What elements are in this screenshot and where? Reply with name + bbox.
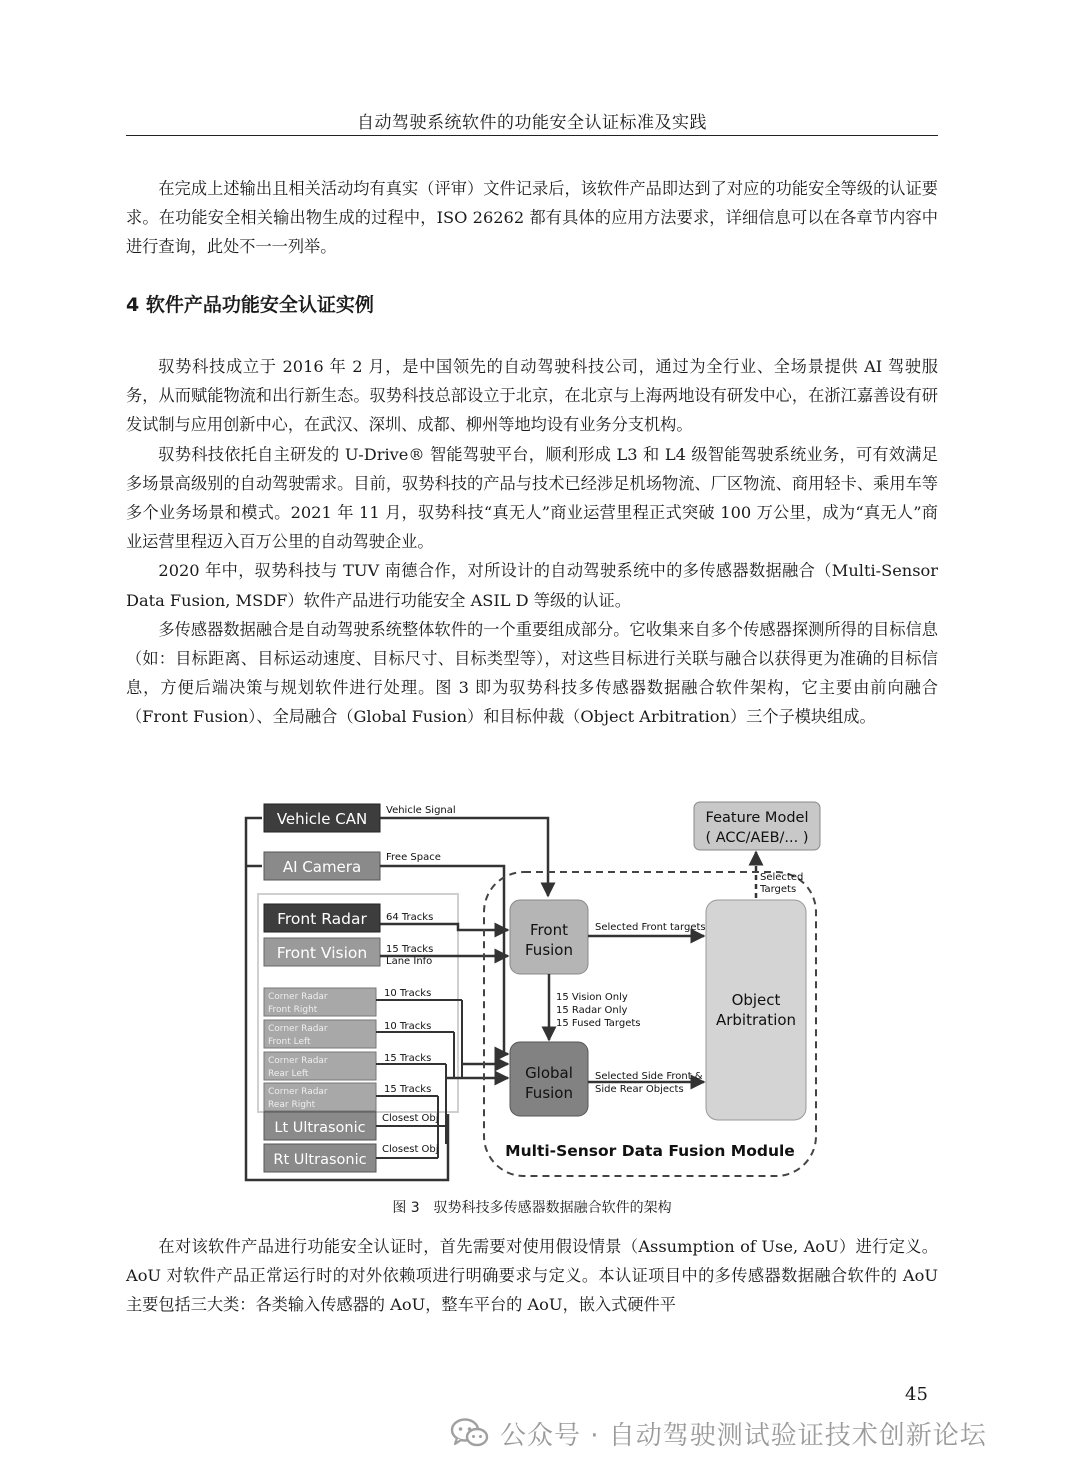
corner-radar-front-left [264,1020,431,1048]
page-number: 45 [905,1384,928,1405]
msdf-module-label: Multi-Sensor Data Fusion Module [505,1142,795,1160]
selected-targets-label: Targets [760,884,797,895]
object-arbitration-label: Object [731,991,781,1009]
corner-radar-rear-left [264,1052,431,1080]
corner-radar-position: Rear Right [268,1100,316,1110]
free-space-label: Free Space [386,852,441,863]
corner-radar-label: Corner Radar [268,1087,328,1097]
closest-obj-lt-label: Closest Obj [382,1113,439,1124]
selected-front-label: Selected Front targets [595,922,706,933]
feature-model-label: ( ACC/AEB/... ) [705,830,809,846]
object-arbitration-box [706,900,806,1120]
global-fusion-label: Fusion [525,1084,573,1102]
front-radar-label: Front Radar [277,910,367,928]
vision-only-label: 15 Vision Only [556,992,628,1003]
corner-radar-signal: 15 Tracks [384,1053,432,1064]
running-header: 自动驾驶系统软件的功能安全认证标准及实践 [357,113,707,133]
selected-side-label: Selected Side Front & [595,1071,703,1082]
wechat-icon [450,1417,490,1449]
closest-obj-rt-label: Closest Obj [382,1144,439,1155]
body-text [126,352,938,732]
closing-text [126,1232,938,1320]
corner-radar-front-right [264,988,431,1016]
corner-radar-label: Corner Radar [268,992,328,1002]
corner-radar-label: Corner Radar [268,1024,328,1034]
front-vision-label: Front Vision [276,944,368,962]
corner-radar-label: Corner Radar [268,1056,328,1066]
corner-radar-signal: 10 Tracks [384,1021,432,1032]
watermark-text: 公众号 · 自动驾驶测试验证技术创新论坛 [500,1420,987,1451]
tracks-15-label: 15 Tracks [386,944,434,955]
corner-radar-position: Rear Left [268,1069,309,1079]
corner-radar-position: Front Right [268,1005,318,1015]
vehicle-signal-label: Vehicle Signal [386,805,456,816]
selected-side-label: Side Rear Objects [595,1084,684,1095]
corner-radar-position: Front Left [268,1037,311,1047]
vehicle-can-label: Vehicle CAN [276,810,368,828]
figure-caption: 图 3 驭势科技多传感器数据融合软件的架构 [392,1200,672,1216]
tracks-64-label: 64 Tracks [386,912,434,923]
paragraph: 在完成上述输出且相关活动均有真实（评审）文件记录后，该软件产品即达到了对应的功能安全等级的认证要求。在功能安全相关输出物生成的过程中，ISO 26262 都有具体的应用方法要求，详细信息可以在各章节内容中进行查询，此处不一一列举。 [126,179,938,257]
watermark [450,1413,987,1453]
fused-targets-label: 15 Fused Targets [556,1018,641,1029]
rt-ultrasonic-label: Rt Ultrasonic [273,1152,367,1168]
selected-targets-label: Selected [760,872,804,883]
paragraph: 多传感器数据融合是自动驾驶系统整体软件的一个重要组成部分。它收集来自多个传感器探测所得的目标信息（如：目标距离、目标运动速度、目标尺寸、目标类型等），对这些目标进行关联与融合以获得更为准确的目标信息，方便后端决策与规划软件进行处理。图 3 即为驭势科技多传感器数据融合软件架构，它主要由前向融合（Front Fusion）、全局融合（Global Fusion）和目标仲裁（Object Arbitration）三个子模块组成。 [126,619,938,727]
paragraph: 驭势科技成立于 2016 年 2 月，是中国领先的自动驾驶科技公司，通过为全行业、全场景提供 AI 驾驶服务，从而赋能物流和出行新生态。驭势科技总部设立于北京，在北京与上海两地设有研发中心，在浙江嘉善设有研发试制与应用创新中心，在武汉、深圳、成都、柳州等地均设有业务分支机构。 [126,357,938,435]
intro-text [126,174,938,262]
front-fusion-label: Fusion [525,941,573,959]
architecture-diagram [236,796,836,1188]
radar-only-label: 15 Radar Only [556,1005,628,1016]
feature-model-label: Feature Model [705,810,809,826]
global-fusion-label: Global [525,1064,573,1082]
front-fusion-label: Front [530,921,568,939]
section-title: 4 软件产品功能安全认证实例 [126,294,374,316]
lt-ultrasonic-label: Lt Ultrasonic [274,1120,366,1136]
object-arbitration-label: Arbitration [715,1011,797,1029]
paragraph: 2020 年中，驭势科技与 TUV 南德合作，对所设计的自动驾驶系统中的多传感器数据融合（Multi-Sensor Data Fusion, MSDF）软件产品进行功能安全 ASIL D 等级的认证。 [126,561,938,610]
paragraph: 在对该软件产品进行功能安全认证时，首先需要对使用假设情景（Assumption of Use, AoU）进行定义。AoU 对软件产品正常运行时的对外依赖项进行明确要求与定义。本认证项目中的多传感器数据融合软件的 AoU 主要包括三大类：各类输入传感器的 AoU，整车平台的 AoU，嵌入式硬件平 [126,1237,938,1315]
corner-radar-signal: 15 Tracks [384,1084,432,1095]
corner-radar-signal: 10 Tracks [384,988,432,999]
ai-camera-label: AI Camera [282,858,362,876]
front-radar-arrow [380,924,508,930]
paragraph: 驭势科技依托自主研发的 U-Drive® 智能驾驶平台，顺利形成 L3 和 L4 级智能驾驶系统业务，可有效满足多场景高级别的自动驾驶需求。目前，驭势科技的产品与技术已经涉足机场物流、厂区物流、商用轻卡、乘用车等多个业务场景和模式。2021 年 11 月，驭势科技“真无人”商业运营里程正式突破 100 万公里，成为“真无人”商业运营里程迈入百万公里的自动驾驶企业。 [126,444,938,552]
header-rule [126,135,938,136]
lane-info-label: Lane Info [386,956,433,967]
